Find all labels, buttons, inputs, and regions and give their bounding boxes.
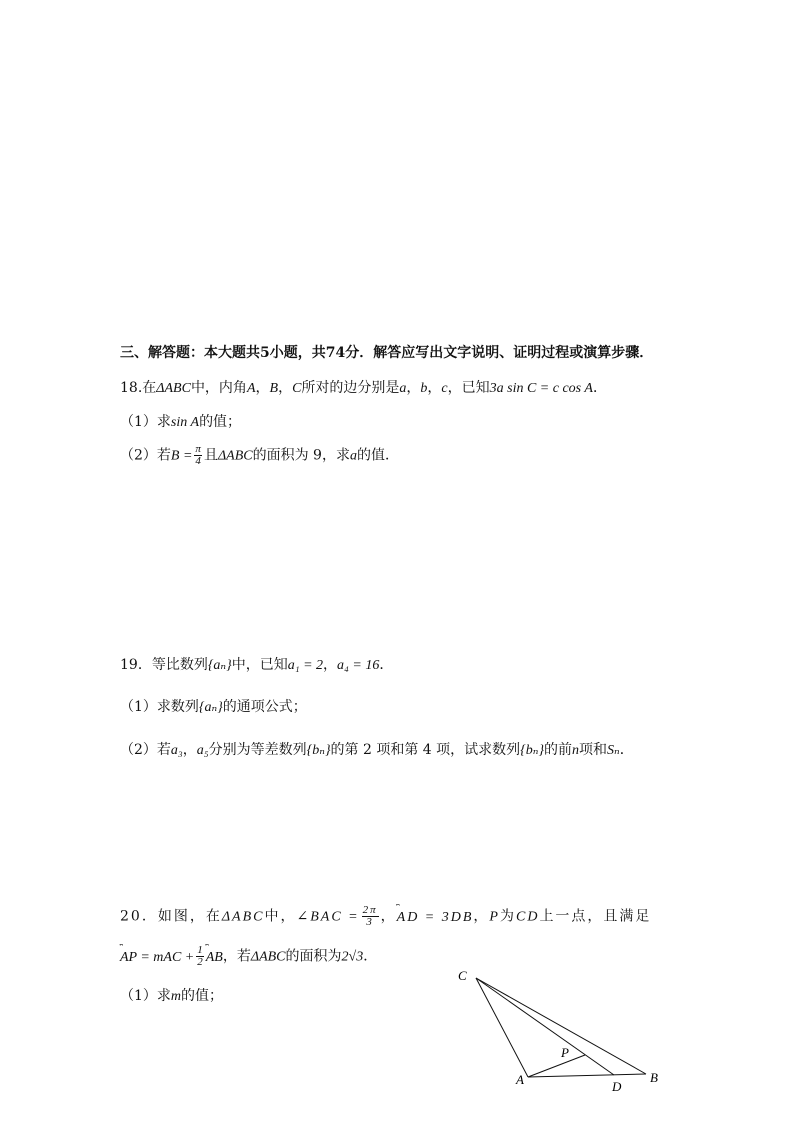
segment-CD xyxy=(476,978,614,1075)
fraction-pi-over-4: $\frac{\pi}{4}$ xyxy=(195,443,201,467)
q20-stem-cont: ⎵ AP = mAC + $\frac{1}{2}$ ⎵ AB，若ΔABC的面积为2√3． xyxy=(120,945,377,968)
q18-part2: （2）若B = $\frac{\pi}{4}$ 且ΔABC的面积为 9，求a的值． xyxy=(120,443,399,467)
label-P: P xyxy=(561,1045,569,1060)
q20-stem: 20．如图，在ΔABC中，∠BAC = $\frac{2\pi}{3}$ ，⎵ AD = 3DB，P为CD上一点，且满足 xyxy=(120,905,651,928)
label-D: D xyxy=(612,1079,622,1094)
q19-part1: （1）求数列{aₙ}的通项公式； xyxy=(120,699,307,715)
label-B: B xyxy=(650,1070,658,1085)
q19-part2: （2）若a₃，a₅分别为等差数列{bₙ}的第 2 项和第 4 项，试求数列{bₙ}的前n项和Sₙ． xyxy=(120,742,634,758)
triangle-figure xyxy=(440,960,680,1100)
section-heading: 三、解答题：本大题共5小题，共74分．解答应写出文字说明、证明过程或演算步骤． xyxy=(120,345,654,361)
q20-part1: （1）求m的值； xyxy=(120,988,224,1004)
label-A: A xyxy=(516,1072,524,1087)
fraction-2pi-over-3: $\frac{2\pi}{3}$ xyxy=(362,904,378,928)
q18-part1: （1）求sin A的值； xyxy=(120,414,242,430)
segment-AP xyxy=(528,1055,585,1077)
label-C: C xyxy=(458,968,467,983)
segment-AB xyxy=(528,1074,646,1077)
q19-stem: 19．等比数列{aₙ}中，已知a₁ = 2，a₄ = 16． xyxy=(120,657,394,673)
fraction-one-half: $\frac{1}{2}$ xyxy=(197,944,203,968)
q18-stem: 18.在ΔABC中，内角A，B，C所对的边分别是a，b，c，已知3a sin C = c cos A． xyxy=(120,380,607,396)
